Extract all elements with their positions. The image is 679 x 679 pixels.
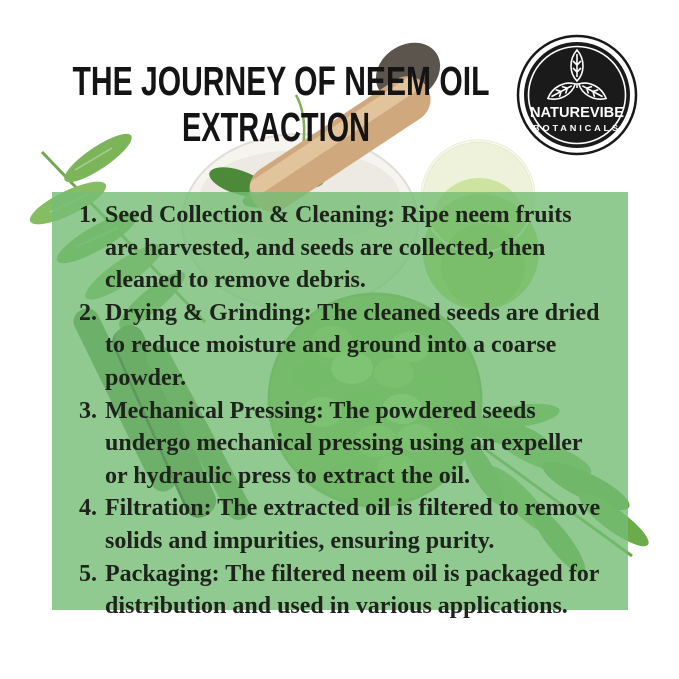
step-text: Mechanical Pressing: The powdered seeds undergo mechanical pressing using an expeller or hydraulic press to extract the oil.: [105, 397, 583, 489]
brand-logo-badge: [514, 32, 640, 158]
step-number: 5.: [79, 560, 97, 587]
step-item: [79, 395, 606, 493]
step-number: 1.: [79, 202, 97, 228]
step-item: [79, 199, 606, 297]
step-number: 3.: [79, 397, 97, 424]
step-text: Filtration: The extracted oil is filtered to remove solids and impurities, ensuring purity.: [105, 495, 601, 554]
step-text: Seed Collection & Cleaning: Ripe neem fruits are harvested, and seeds are collected, then cleaned to remove debris.: [105, 202, 572, 294]
step-number: 4.: [79, 495, 97, 522]
step-item: [79, 492, 606, 557]
step-item: [79, 297, 606, 395]
step-text: Drying & Grinding: The cleaned seeds are dried to reduce moisture and ground into a coarse powder.: [105, 299, 600, 391]
brand-logo: [514, 32, 640, 158]
logo-subtitle-text: BOTANICALS: [533, 124, 621, 133]
steps-list: [52, 192, 628, 623]
logo-brand-text: NATUREVIBE: [530, 104, 624, 121]
step-item: [79, 558, 606, 623]
step-number: 2.: [79, 299, 97, 326]
title-line-1: THE JOURNEY OF NEEM OIL: [72, 58, 490, 104]
title-line-2: EXTRACTION: [182, 104, 370, 150]
steps-panel: [52, 192, 628, 620]
step-text: Packaging: The filtered neem oil is packaged for distribution and used in various applications.: [105, 560, 599, 620]
